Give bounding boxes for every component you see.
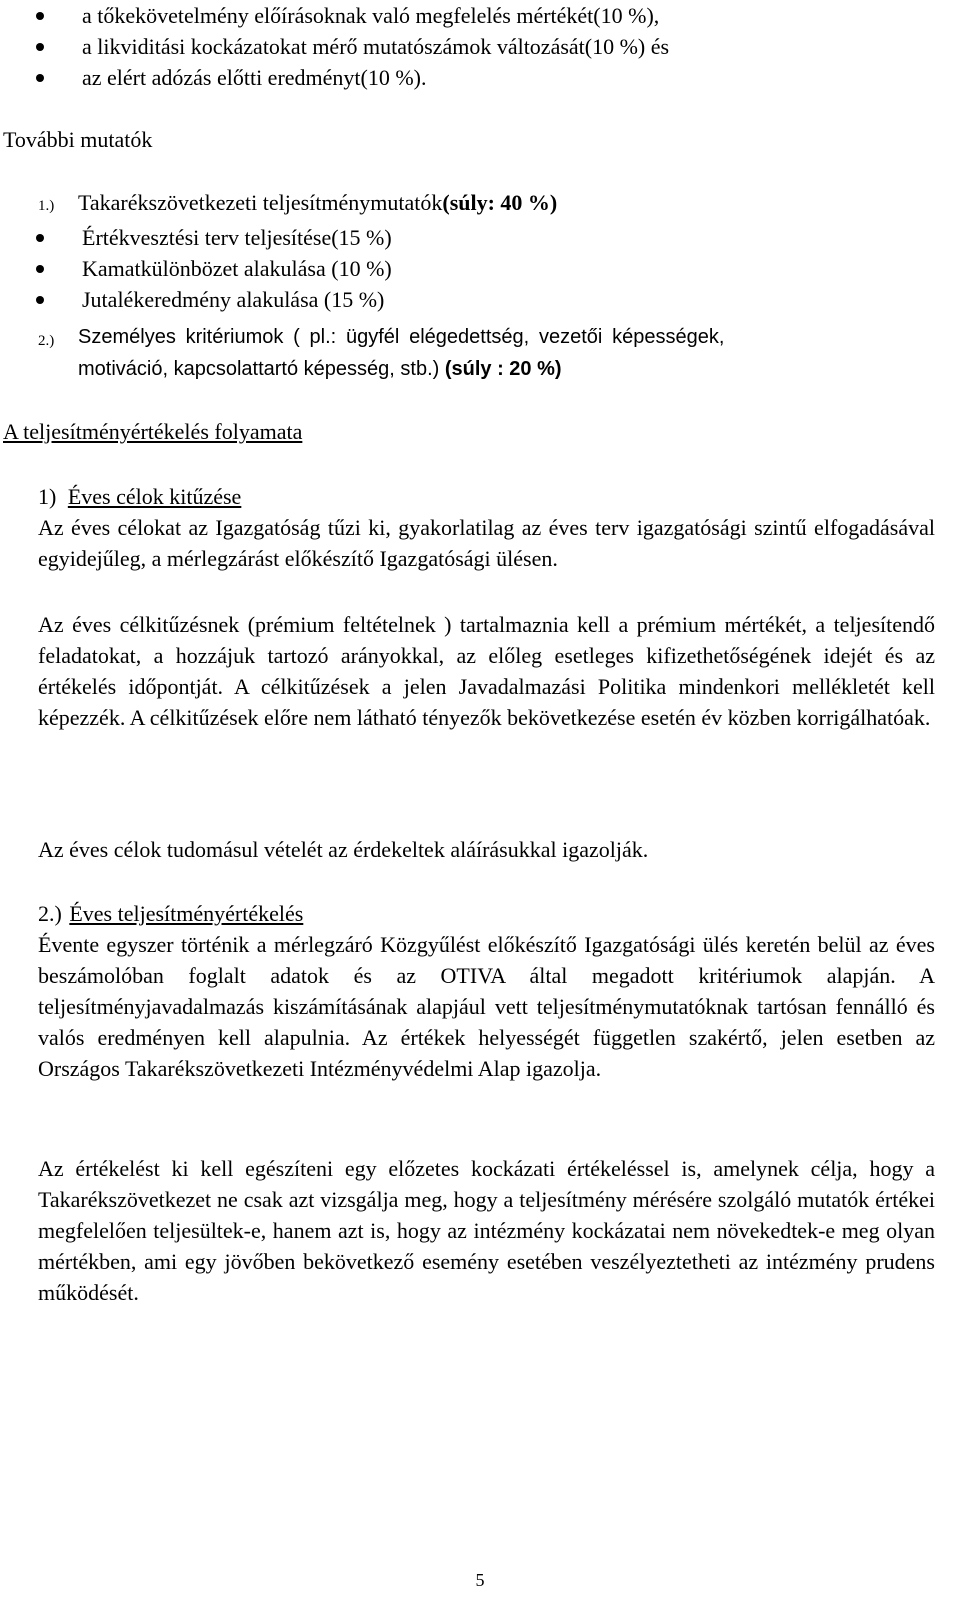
bullet-item: a likviditási kockázatokat mérő mutatószámok változását(10 %) és <box>0 31 900 62</box>
bullet-item: Jutalékeredmény alakulása (15 %) <box>0 284 900 315</box>
bullet-icon <box>36 234 44 242</box>
item-number: 2.) <box>38 333 55 349</box>
bullet-icon <box>36 74 44 82</box>
process-heading: A teljesítményértékelés folyamata <box>3 419 303 444</box>
top-bullet-list <box>0 0 900 93</box>
bullet-icon <box>36 43 44 51</box>
item-number: 1.) <box>38 198 55 214</box>
section-1-paragraph-1: Az éves célokat az Igazgatóság tűzi ki, gyakorlatilag az éves terv igazgatósági szintű elfogadásával egyidejűleg, a mérlegzárást előkészítő Igazgatósági ülésen. <box>38 515 935 571</box>
section-2-title-row <box>38 898 935 929</box>
bullet-icon <box>36 12 44 20</box>
bullet-item: Kamatkülönbözet alakulása (10 %) <box>0 253 900 284</box>
section-2-paragraph-1: Évente egyszer történik a mérlegzáró Közgyűlést előkészítő Igazgatósági ülés keretén belül az éves beszámolóban foglalt adatok és az OTIVA által megadott kritériumok alapján. A teljesítményjavadalmazás kiszámításának alapjául vett teljesítménymutatóknak tartósan fennálló és valós eredményen kell alapulnia. Az értékek helyességét független szakértő, jelen esetben az Országos Takarékszövetkezeti Intézményvédelmi Alap igazolja. <box>38 932 935 1081</box>
section-2-paragraph-2: Az értékelést ki kell egészíteni egy előzetes kockázati értékeléssel is, amelynek célja, hogy a Takarékszövetkezet ne csak azt vizsgálja meg, hogy a teljesítmény mérésére szolgáló mutatók értékei megfelelően teljesültek-e, hanem azt is, hogy az intézmény kockázatai nem növekedtek-e meg olyan mértékben, ami egy jövőben bekövetkező esemény esetében veszélyeztetheti az intézmény prudens működését. <box>38 1156 935 1305</box>
page-number: 5 <box>475 1570 485 1590</box>
section-1-title-row <box>38 481 935 512</box>
section-1-paragraph-3: Az éves célok tudomásul vételét az érdekeltek aláírásukkal igazolják. <box>38 837 649 862</box>
bullet-item: Értékvesztési terv teljesítése(15 %) <box>0 222 900 253</box>
bullet-item: a tőkekövetelmény előírásoknak való megfelelés mértékét(10 %), <box>0 0 900 31</box>
section-title: Éves teljesítményértékelés <box>69 901 304 926</box>
further-indicators-heading: További mutatók <box>3 127 153 152</box>
item-text-line1: Személyes kritériumok ( pl.: ügyfél elégedettség, vezetői képességek, <box>78 326 725 348</box>
section-number: 1) <box>38 484 57 509</box>
item-text: Takarékszövetkezeti teljesítménymutatók(súly: 40 %) <box>78 190 558 215</box>
bullet-icon <box>36 265 44 273</box>
item-text-line2: motiváció, kapcsolattartó képesség, stb.) (súly : 20 %) <box>78 358 562 380</box>
bullet-icon <box>36 296 44 304</box>
indicator-group-1 <box>38 187 938 222</box>
section-title: Éves célok kitűzése <box>67 484 242 509</box>
item-weight: (súly: 40 %) <box>442 190 558 215</box>
section-number: 2.) <box>38 901 62 926</box>
bullet-item: az elért adózás előtti eredményt(10 %). <box>0 62 900 93</box>
indicator-bullet-list <box>0 222 900 315</box>
section-1-paragraph-2: Az éves célkitűzésnek (prémium feltételnek ) tartalmaznia kell a prémium mértékét, a teljesítendő feladatokat, a hozzájuk tartozó arányokkal, az előleg esetleges kifizethetőségének idejét és az értékelés időpontját. A célkitűzések a jelen Javadalmazási Politika mindenkori mellékletét kell képezzék. A célkitűzések előre nem látható tényezők bekövetkezése esetén év közben korrigálhatóak. <box>38 612 935 730</box>
indicator-group-2 <box>38 322 938 357</box>
item-weight: (súly : 20 %) <box>444 358 562 380</box>
